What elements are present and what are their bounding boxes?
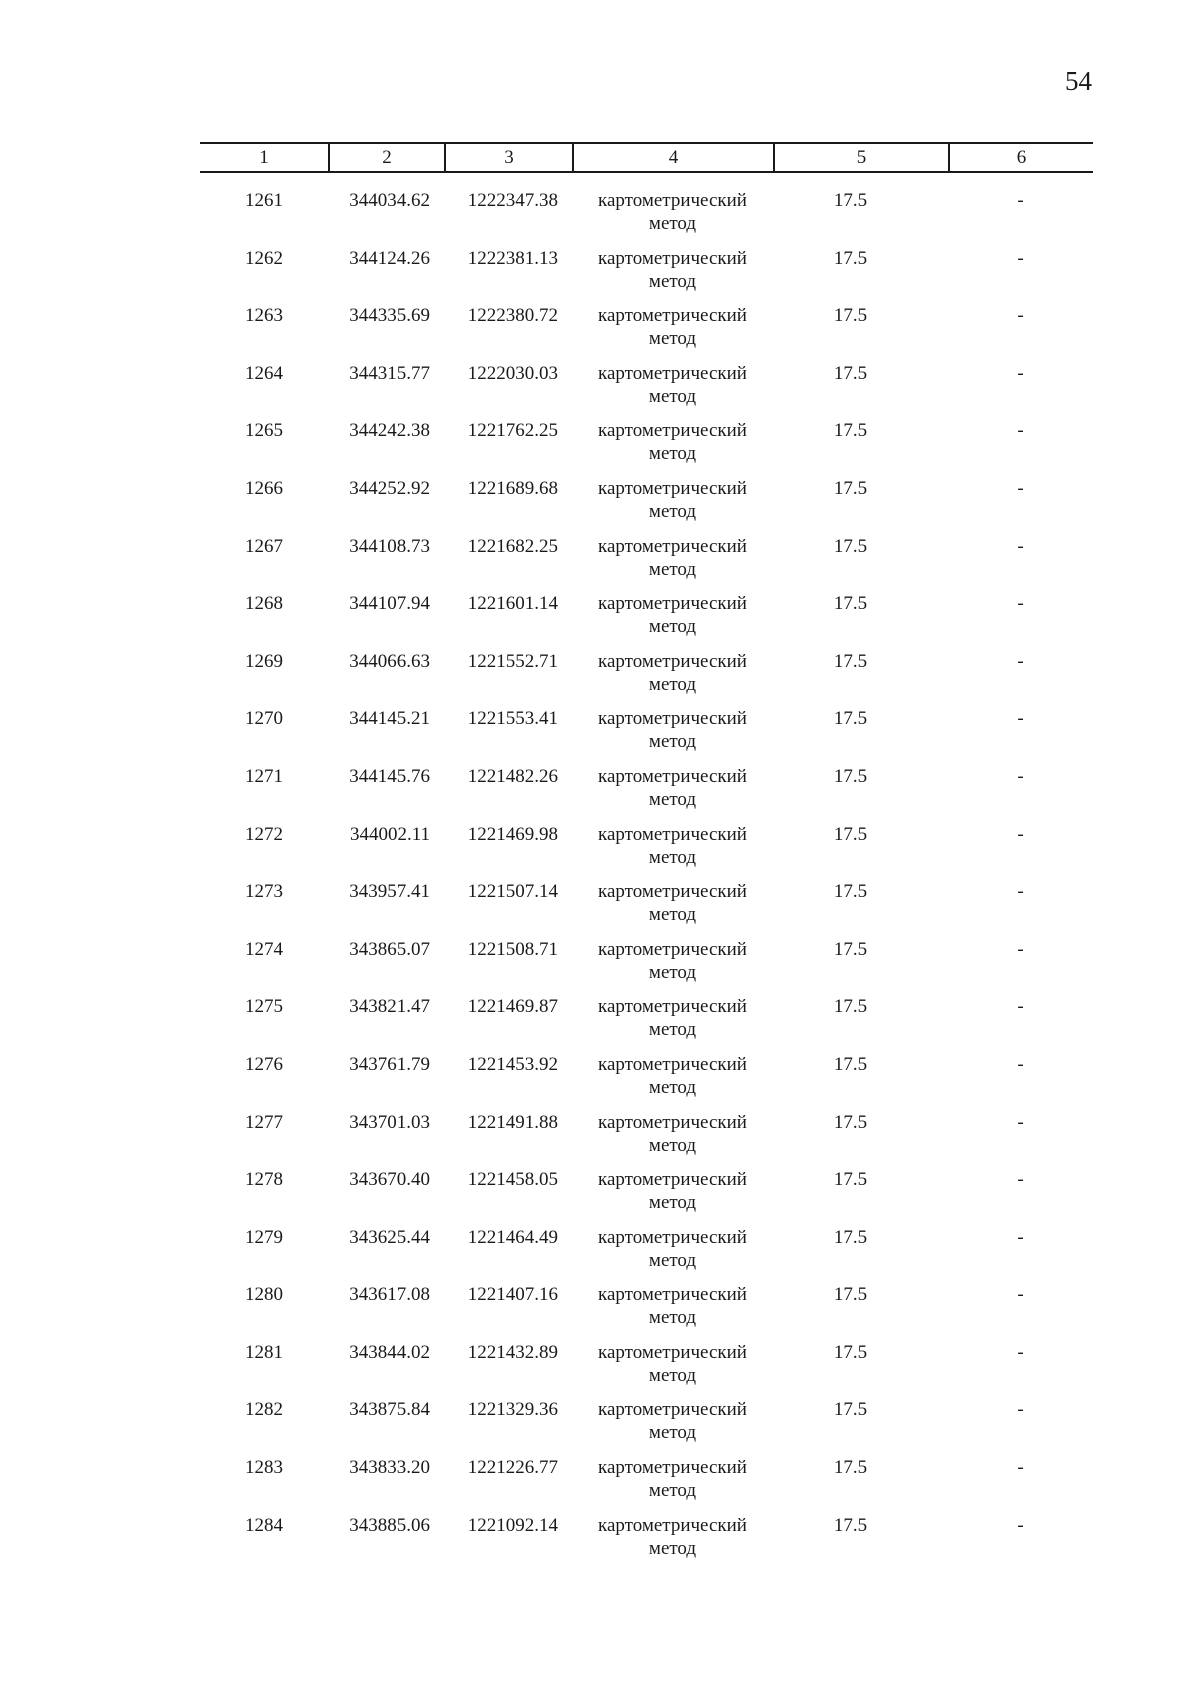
note-cell: - xyxy=(1017,1457,1024,1479)
method-cell xyxy=(572,1398,773,1456)
y-coordinate-cell: 1222380.72 xyxy=(467,305,558,327)
table-row xyxy=(200,1398,1093,1456)
x-coordinate-cell: 343885.06 xyxy=(349,1514,430,1536)
table-row xyxy=(200,247,1093,305)
table-row xyxy=(200,1111,1093,1169)
method-cell xyxy=(572,765,773,823)
column-header-4: 4 xyxy=(572,144,773,171)
method-line-2: метод xyxy=(648,846,697,868)
y-coordinate-cell: 1221552.71 xyxy=(467,650,558,672)
method-line-2: метод xyxy=(648,961,697,983)
method-line-1: картометрический xyxy=(598,881,747,903)
note-cell: - xyxy=(1017,362,1024,384)
method-line-2: метод xyxy=(648,385,697,407)
x-coordinate-cell: 343833.20 xyxy=(349,1457,430,1479)
y-coordinate-cell: 1222030.03 xyxy=(467,362,558,384)
method-line-1: картометрический xyxy=(598,190,747,211)
y-coordinate-cell: 1221762.25 xyxy=(467,420,558,442)
note-cell: - xyxy=(1017,1514,1024,1536)
method-line-2: метод xyxy=(648,1480,697,1502)
point-number-cell: 1263 xyxy=(245,305,283,327)
table-row xyxy=(200,1514,1093,1572)
method-line-2: метод xyxy=(648,1019,697,1041)
y-coordinate-cell: 1221226.77 xyxy=(467,1457,558,1479)
method-line-1: картометрический xyxy=(598,1514,747,1536)
page-number: 54 xyxy=(1065,66,1092,96)
table-row xyxy=(200,1341,1093,1399)
table-row xyxy=(200,995,1093,1053)
method-line-1: картометрический xyxy=(598,362,747,384)
method-cell xyxy=(572,650,773,708)
method-line-2: метод xyxy=(648,731,697,753)
method-line-1: картометрический xyxy=(598,1457,747,1479)
y-coordinate-cell: 1221469.87 xyxy=(467,996,558,1018)
y-coordinate-cell: 1221464.49 xyxy=(467,1226,558,1248)
method-cell xyxy=(572,362,773,420)
note-cell: - xyxy=(1017,1226,1024,1248)
table-row xyxy=(200,1283,1093,1341)
x-coordinate-cell: 343957.41 xyxy=(349,881,430,903)
point-number-cell: 1268 xyxy=(245,593,283,615)
method-cell xyxy=(572,247,773,305)
point-number-cell: 1262 xyxy=(245,247,283,269)
note-cell: - xyxy=(1017,881,1024,903)
method-line-2: метод xyxy=(648,1364,697,1386)
y-coordinate-cell: 1221453.92 xyxy=(467,1053,558,1075)
y-coordinate-cell: 1221432.89 xyxy=(467,1341,558,1363)
method-cell xyxy=(572,592,773,650)
accuracy-cell: 17.5 xyxy=(833,1053,868,1075)
table-row xyxy=(200,189,1093,247)
accuracy-cell: 17.5 xyxy=(833,362,868,384)
column-header-3: 3 xyxy=(444,144,572,171)
table-row xyxy=(200,938,1093,996)
table-row xyxy=(200,477,1093,535)
y-coordinate-cell: 1221491.88 xyxy=(467,1111,558,1133)
note-cell: - xyxy=(1017,535,1024,557)
point-number-cell: 1271 xyxy=(245,765,283,787)
method-cell xyxy=(572,1514,773,1572)
accuracy-cell: 17.5 xyxy=(833,823,868,845)
accuracy-cell: 17.5 xyxy=(833,650,868,672)
point-number-cell: 1269 xyxy=(245,650,283,672)
method-line-1: картометрический xyxy=(598,708,747,730)
method-line-2: метод xyxy=(648,1537,697,1559)
method-line-2: метод xyxy=(648,443,697,465)
y-coordinate-cell: 1222347.38 xyxy=(467,190,558,211)
x-coordinate-cell: 344002.11 xyxy=(349,823,430,845)
method-cell xyxy=(572,1226,773,1284)
x-coordinate-cell: 344108.73 xyxy=(349,535,430,557)
table-row xyxy=(200,1168,1093,1226)
accuracy-cell: 17.5 xyxy=(833,190,868,211)
method-line-2: метод xyxy=(648,213,697,234)
accuracy-cell: 17.5 xyxy=(833,1226,868,1248)
table-row xyxy=(200,1456,1093,1514)
table-row xyxy=(200,765,1093,823)
column-header-1: 1 xyxy=(259,146,269,168)
column-header-6: 6 xyxy=(948,144,1093,171)
method-line-1: картометрический xyxy=(598,765,747,787)
x-coordinate-cell: 344242.38 xyxy=(349,420,430,442)
note-cell: - xyxy=(1017,823,1024,845)
x-coordinate-cell: 344252.92 xyxy=(349,477,430,499)
point-number-cell: 1266 xyxy=(245,477,283,499)
accuracy-cell: 17.5 xyxy=(833,1514,868,1536)
table-row xyxy=(200,880,1093,938)
method-cell xyxy=(572,995,773,1053)
note-cell: - xyxy=(1017,1053,1024,1075)
x-coordinate-cell: 343670.40 xyxy=(349,1169,430,1191)
table-row xyxy=(200,419,1093,477)
method-cell xyxy=(572,938,773,996)
accuracy-cell: 17.5 xyxy=(833,1457,868,1479)
table-row xyxy=(200,362,1093,420)
accuracy-cell: 17.5 xyxy=(833,247,868,269)
x-coordinate-cell: 344335.69 xyxy=(349,305,430,327)
method-line-1: картометрический xyxy=(598,305,747,327)
accuracy-cell: 17.5 xyxy=(833,535,868,557)
method-line-2: метод xyxy=(648,328,697,350)
point-number-cell: 1281 xyxy=(245,1341,283,1363)
note-cell: - xyxy=(1017,708,1024,730)
note-cell: - xyxy=(1017,1284,1024,1306)
table-header-row xyxy=(200,142,1093,173)
note-cell: - xyxy=(1017,190,1024,211)
y-coordinate-cell: 1221553.41 xyxy=(467,708,558,730)
x-coordinate-cell: 344315.77 xyxy=(349,362,430,384)
y-coordinate-cell: 1221482.26 xyxy=(467,765,558,787)
method-line-1: картометрический xyxy=(598,650,747,672)
accuracy-cell: 17.5 xyxy=(833,477,868,499)
column-header-5: 5 xyxy=(773,144,948,171)
accuracy-cell: 17.5 xyxy=(833,1399,868,1421)
point-number-cell: 1276 xyxy=(245,1053,283,1075)
table-row xyxy=(200,535,1093,593)
point-number-cell: 1270 xyxy=(245,708,283,730)
method-cell xyxy=(572,535,773,593)
method-line-1: картометрический xyxy=(598,823,747,845)
method-cell xyxy=(572,1053,773,1111)
note-cell: - xyxy=(1017,1341,1024,1363)
method-cell xyxy=(572,880,773,938)
y-coordinate-cell: 1221092.14 xyxy=(467,1514,558,1536)
y-coordinate-cell: 1221329.36 xyxy=(467,1399,558,1421)
method-line-2: метод xyxy=(648,673,697,695)
accuracy-cell: 17.5 xyxy=(833,1169,868,1191)
method-line-1: картометрический xyxy=(598,247,747,269)
y-coordinate-cell: 1221682.25 xyxy=(467,535,558,557)
x-coordinate-cell: 344107.94 xyxy=(349,593,430,615)
method-cell xyxy=(572,823,773,881)
method-cell xyxy=(572,707,773,765)
point-number-cell: 1267 xyxy=(245,535,283,557)
table-row xyxy=(200,1226,1093,1284)
table-row xyxy=(200,1053,1093,1111)
method-cell xyxy=(572,189,773,247)
accuracy-cell: 17.5 xyxy=(833,1341,868,1363)
accuracy-cell: 17.5 xyxy=(833,881,868,903)
note-cell: - xyxy=(1017,938,1024,960)
method-line-2: метод xyxy=(648,1422,697,1444)
method-line-1: картометрический xyxy=(598,1111,747,1133)
method-cell xyxy=(572,1111,773,1169)
note-cell: - xyxy=(1017,477,1024,499)
accuracy-cell: 17.5 xyxy=(833,938,868,960)
method-line-1: картометрический xyxy=(598,1284,747,1306)
point-number-cell: 1278 xyxy=(245,1169,283,1191)
accuracy-cell: 17.5 xyxy=(833,708,868,730)
method-line-2: метод xyxy=(648,1249,697,1271)
method-line-2: метод xyxy=(648,500,697,522)
x-coordinate-cell: 343625.44 xyxy=(349,1226,430,1248)
table-row xyxy=(200,707,1093,765)
point-number-cell: 1261 xyxy=(245,190,283,211)
method-line-1: картометрический xyxy=(598,1226,747,1248)
y-coordinate-cell: 1221689.68 xyxy=(467,477,558,499)
x-coordinate-cell: 343701.03 xyxy=(349,1111,430,1133)
table-row xyxy=(200,592,1093,650)
y-coordinate-cell: 1221469.98 xyxy=(467,823,558,845)
x-coordinate-cell: 344066.63 xyxy=(349,650,430,672)
point-number-cell: 1277 xyxy=(245,1111,283,1133)
method-line-1: картометрический xyxy=(598,1169,747,1191)
x-coordinate-cell: 344145.21 xyxy=(349,708,430,730)
method-cell xyxy=(572,419,773,477)
y-coordinate-cell: 1221507.14 xyxy=(467,881,558,903)
table-row xyxy=(200,650,1093,708)
method-line-2: метод xyxy=(648,1192,697,1214)
accuracy-cell: 17.5 xyxy=(833,765,868,787)
accuracy-cell: 17.5 xyxy=(833,1284,868,1306)
x-coordinate-cell: 344124.26 xyxy=(349,247,430,269)
y-coordinate-cell: 1222381.13 xyxy=(467,247,558,269)
note-cell: - xyxy=(1017,420,1024,442)
x-coordinate-cell: 343761.79 xyxy=(349,1053,430,1075)
x-coordinate-cell: 343844.02 xyxy=(349,1341,430,1363)
note-cell: - xyxy=(1017,650,1024,672)
method-line-1: картометрический xyxy=(598,420,747,442)
method-line-1: картометрический xyxy=(598,1053,747,1075)
x-coordinate-cell: 344034.62 xyxy=(349,190,430,211)
note-cell: - xyxy=(1017,593,1024,615)
method-line-1: картометрический xyxy=(598,1341,747,1363)
method-cell xyxy=(572,304,773,362)
note-cell: - xyxy=(1017,1399,1024,1421)
x-coordinate-cell: 343875.84 xyxy=(349,1399,430,1421)
table-row xyxy=(200,823,1093,881)
method-cell xyxy=(572,1168,773,1226)
y-coordinate-cell: 1221601.14 xyxy=(467,593,558,615)
accuracy-cell: 17.5 xyxy=(833,996,868,1018)
accuracy-cell: 17.5 xyxy=(833,305,868,327)
point-number-cell: 1274 xyxy=(245,938,283,960)
table-row xyxy=(200,304,1093,362)
method-line-1: картометрический xyxy=(598,1399,747,1421)
point-number-cell: 1272 xyxy=(245,823,283,845)
note-cell: - xyxy=(1017,1111,1024,1133)
note-cell: - xyxy=(1017,247,1024,269)
coordinates-table xyxy=(200,142,1093,1571)
x-coordinate-cell: 343865.07 xyxy=(349,938,430,960)
method-line-1: картометрический xyxy=(598,535,747,557)
method-line-1: картометрический xyxy=(598,477,747,499)
column-header-2: 2 xyxy=(328,144,444,171)
point-number-cell: 1265 xyxy=(245,420,283,442)
method-line-1: картометрический xyxy=(598,996,747,1018)
y-coordinate-cell: 1221407.16 xyxy=(467,1284,558,1306)
point-number-cell: 1284 xyxy=(245,1514,283,1536)
note-cell: - xyxy=(1017,996,1024,1018)
method-line-2: метод xyxy=(648,904,697,926)
point-number-cell: 1282 xyxy=(245,1399,283,1421)
accuracy-cell: 17.5 xyxy=(833,593,868,615)
point-number-cell: 1279 xyxy=(245,1226,283,1248)
y-coordinate-cell: 1221508.71 xyxy=(467,938,558,960)
note-cell: - xyxy=(1017,1169,1024,1191)
method-line-2: метод xyxy=(648,558,697,580)
method-line-2: метод xyxy=(648,1076,697,1098)
method-cell xyxy=(572,1283,773,1341)
method-line-2: метод xyxy=(648,788,697,810)
method-line-2: метод xyxy=(648,1134,697,1156)
method-line-1: картометрический xyxy=(598,593,747,615)
accuracy-cell: 17.5 xyxy=(833,420,868,442)
point-number-cell: 1275 xyxy=(245,996,283,1018)
point-number-cell: 1264 xyxy=(245,362,283,384)
method-line-2: метод xyxy=(648,1307,697,1329)
point-number-cell: 1283 xyxy=(245,1457,283,1479)
method-line-2: метод xyxy=(648,270,697,292)
note-cell: - xyxy=(1017,305,1024,327)
x-coordinate-cell: 343617.08 xyxy=(349,1284,430,1306)
note-cell: - xyxy=(1017,765,1024,787)
point-number-cell: 1273 xyxy=(245,881,283,903)
y-coordinate-cell: 1221458.05 xyxy=(467,1169,558,1191)
accuracy-cell: 17.5 xyxy=(833,1111,868,1133)
method-line-1: картометрический xyxy=(598,938,747,960)
x-coordinate-cell: 343821.47 xyxy=(349,996,430,1018)
method-cell xyxy=(572,477,773,535)
method-cell xyxy=(572,1456,773,1514)
x-coordinate-cell: 344145.76 xyxy=(349,765,430,787)
point-number-cell: 1280 xyxy=(245,1284,283,1306)
table-body xyxy=(200,189,1093,1571)
method-line-2: метод xyxy=(648,616,697,638)
method-cell xyxy=(572,1341,773,1399)
